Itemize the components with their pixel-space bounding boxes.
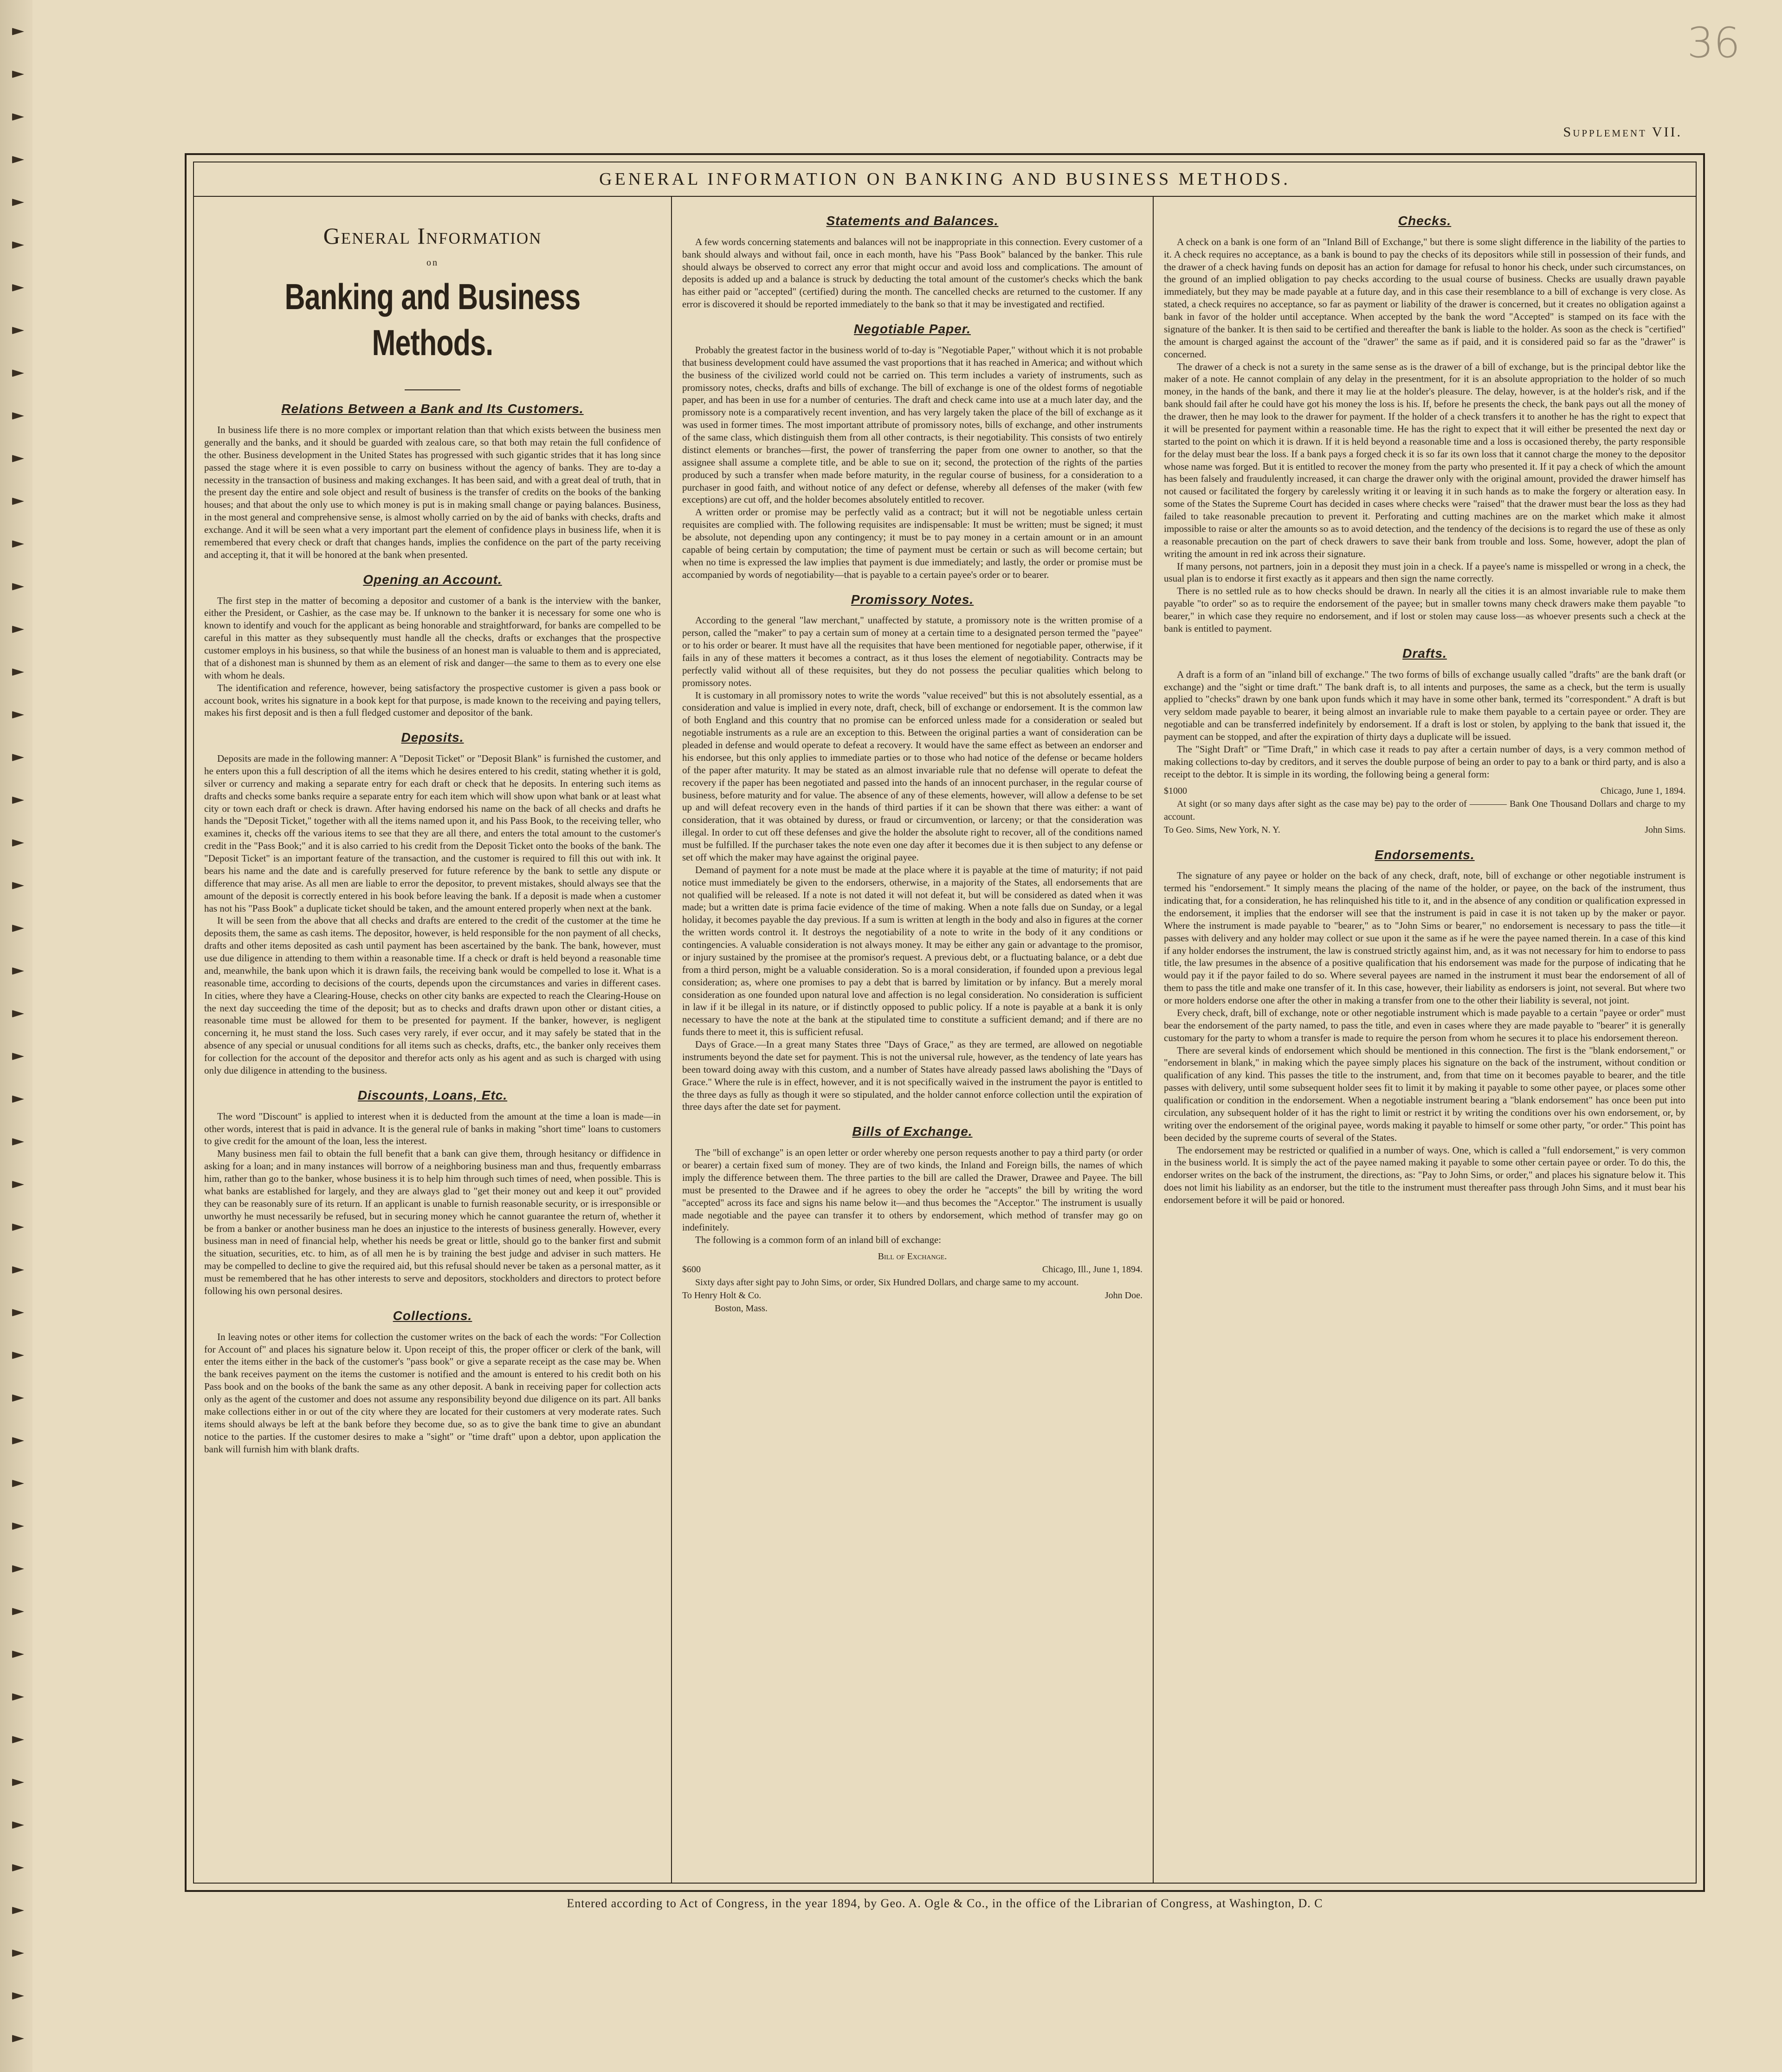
binding-hole	[12, 668, 24, 676]
paragraph: A check on a bank is one form of an "Inland Bill of Exchange," but there is some slight difference in the liability of the parties to it. A check requires no acceptance, as a bank is bound to pay the checks of its depositors while still in possession of their funds, and the drawer of a check having funds on deposit has an action for damage for refusal to honor his check, under such circumstances, on the ground of an implied obligation to pay checks according to the usual course of business. Checks are usually drawn payable immediately, but they may be made payable at a future day, and in this case their resemblance to a bill of exchange is very close. As stated, a check requires no acceptance, so far as payment or liability of the drawer is concerned, but it creates no obligation against a bank in favor of the holder until acceptance. When accepted by the bank the word "Accepted" is stamped on its face with the signature of the banker. It is then said to be certified and thereafter the bank is liable to the holder. As soon as the check is "certified" the amount is charged against the account of the "drawer" the same as if paid, and it is considered paid so far as the "drawer" is concerned.	[1164, 236, 1685, 360]
paragraph: There are several kinds of endorsement which should be mentioned in this connection. The first is the "blank endorsement," or "endorsement in blank," in making which the payee simply places his signature on the back of the instrument, without condition or qualification of any kind. This passes the title to the instrument, and, from that time on it becomes payable to bearer, and the title passes with delivery, until some subsequent holder sees fit to limit it by making it payable to some other payee, or places some other qualification or condition in the endorsement. When a negotiable instrument bearing a "blank endorsement" has once been put into circulation, any subsequent holder of it has the right to limit or restrict it by writing the conditions over his own endorsement, or, by writing over the endorsement of the original payee, words making it payable to himself or some other party, "or order." This point has been decided by the supreme courts of several of the States.	[1164, 1044, 1685, 1143]
paragraph: According to the general "law merchant," unaffected by statute, a promissory note is the written promise of a person, called the "maker" to pay a certain sum of money at a certain time to a designated person termed the "payee" or to his order or bearer. It must have all the requisites that have been mentioned for negotiable paper, otherwise, if it fails in any of these matters it becomes a contract, as it thus loses the element of negotiability. Contracts may be perfectly valid without all of these requisites, but they do not possess the peculiar qualities which belong to promissory notes.	[682, 615, 1143, 688]
form-body: At sight (or so many days after sight as the case may be) pay to the order of ———— Bank One Thousand Dollars and charge to my account.	[1164, 798, 1685, 822]
spiral-binding	[0, 0, 32, 2072]
heading-deposits: Deposits.	[401, 730, 464, 745]
column-2	[671, 196, 1154, 1883]
binding-hole	[12, 882, 24, 889]
binding-hole	[12, 284, 24, 291]
binding-hole	[12, 1181, 24, 1188]
binding-hole	[12, 1821, 24, 1829]
article-title	[204, 221, 661, 366]
paragraph: The first step in the matter of becoming a depositor and customer of a bank is the interview with the banker, either the President, or Cashier, as the case may be. If unknown to the banker it is necessary for some one who is known to identify and vouch for the applicant as being honorable and straightforward, for banks are compelled to be careful in this matter as they subsequently must handle all the checks, drafts or exchanges that the prospective customer employs in his business, so that while the business of an honest man is valuable to them and is appreciated, that of a dishonest man is shunned by them as an element of risk and danger—the same to them as to every one else with whom he deals.	[204, 595, 661, 681]
paragraph: The drawer of a check is not a surety in the same sense as is the drawer of a bill of exchange, but is the principal debtor like the maker of a note. He cannot complain of any delay in the presentment, for it is an absolute appropriation to the holder of so much money, in the hands of the bank, and there it may lie at the holder's pleasure. The delay, however, is at the holder's risk, and if the bank should fail after he could have got his money the loss is his. If, before he presents the check, the bank pays out all the money of the drawer, then he may look to the drawer for payment. If the holder of a check transfers it to another he has the right to expect that it will be presented for payment within a reasonable time. He has the right to expect that it will either be presented the next day or started to the point on which it is drawn. If it is held beyond a reasonable time and a loss is occasioned thereby, the party responsible for the delay must bear the loss. If a bank pays a forged check it is so far its own loss that it cannot charge the money to the depositor whose name was forged. But it is entitled to recover the money from the party who presented it. If it pay a check of which the amount has been falsely and fraudulently increased, it can charge the drawer only with the original amount, provided the drawer himself has not caused or facilitated the forgery by carelessly writing it or leaving it in such hands as to make the forgery or alteration easy. In some of the States the Supreme Court has decided in cases where checks were "raised" that the drawer must bear the loss as they had failed to take reasonable precaution to prevent it. Perforating and cutting machines are on the market which make it almost impossible to raise or alter the amounts so as to avoid detection, and the tendency of the decisions is to regard the use of these as only a reasonable precaution on the part of check drawers to save their bank from trouble and loss. Some, however, adopt the plan of writing the amount in red ink across their signature.	[1164, 361, 1685, 559]
inner-frame	[193, 162, 1697, 1884]
binding-hole	[12, 1522, 24, 1530]
binding-hole	[12, 1138, 24, 1146]
binding-hole	[12, 1693, 24, 1701]
form-date: Chicago, June 1, 1894.	[1600, 785, 1685, 796]
form-to: To Geo. Sims, New York, N. Y.	[1164, 824, 1280, 835]
paragraph: There is no settled rule as to how checks should be drawn. In nearly all the cities it is an almost invariable rule to make them payable "to order" so as to require the endorsement of the payee; but in smaller towns many check drawers make them payable "to bearer," in which case they require no endorsement, and if lost or stolen may cause loss—as whoever presents such a check at the bank is entitled to payment.	[1164, 585, 1685, 634]
heading-checks: Checks.	[1398, 214, 1452, 228]
margin-number: 36	[1687, 19, 1740, 67]
binding-hole	[12, 1095, 24, 1103]
heading-discounts: Discounts, Loans, Etc.	[357, 1088, 508, 1102]
paragraph: Deposits are made in the following manner: A "Deposit Ticket" or "Deposit Blank" is furnished the customer, and he enters upon this a full description of all the items which he desires entered to his credit, stating whether it is gold, silver or currency and making a separate entry for each draft or check that he deposits. In entering such items as drafts and checks some banks require a separate entry for each item which will show upon what bank or at least what city or town each draft or check is drawn. After having endorsed his name on the back of all checks and drafts he hands the "Deposit Ticket," together with all the items named upon it, and his Pass Book, to the receiving teller, who examines it, checks off the various items to see that they are all there, and enters the total amount to the customer's credit in the "Pass Book;" and it is also carried to his credit from the Deposit Ticket onto the books of the bank. The "Deposit Ticket" is an important feature of the transaction, and the customer is required to fill this out with ink. It bears his name and the date and is carefully preserved for future reference by the bank to settle any dispute or difference that may arise. As all men are liable to error the depositor, to prevent mistakes, should always see that the amount of the deposit is correctly entered in his book before leaving the bank. If a deposit is made when a customer has not his "Pass Book" a duplicate ticket should be taken, and the amount entered properly when next at the bank.	[204, 753, 661, 914]
form-title: Bill of Exchange.	[878, 1251, 947, 1262]
binding-hole	[12, 1437, 24, 1444]
binding-hole	[12, 2035, 24, 2042]
paragraph: In business life there is no more complex or important relation than that which exists between the business men generally and the banks, and it should be guarded with zealous care, so that both may retain the full confidence of the other. Business development in the United States has progressed with such gigantic strides that it has long since passed the stage where it is even possible to carry on business without the agency of banks. They are to-day a necessity in the transaction of business and making exchanges. It has been said, and with a great deal of truth, that in the present day the entire and sole object and result of business is the transfer of credits on the books of the banking houses; and that about the only use to which money is put is in making small change or paying balances. Business, in the most general and comprehensive sense, is almost wholly carried on by the aid of banks with checks, drafts and exchange. And it will be seen what a very important part the element of confidence plays in business life, when it is remembered that every check or draft that changes hands, implies the confidence on the part of the party receiving and accepting it, that it will be honored at the bank when presented.	[204, 424, 661, 560]
binding-hole	[12, 967, 24, 975]
paragraph: A draft is a form of an "inland bill of exchange." The two forms of bills of exchange usually called "drafts" are the bank draft (or exchange) and the "sight or time draft." The bank draft is, to all intents and purposes, the same as a check, but the term is usually applied to "checks" drawn by one bank upon funds which it may have in some other bank, termed its "correspondent." A draft is but very seldom made payable to bearer, it being almost an invariable rule to make them payable to a certain payee or order. They are negotiable and can be transferred indefinitely by endorsement. If a draft is lost or stolen, by applying to the bank that issued it, the payment can be stopped, and after the expiration of thirty days a duplicate will be issued.	[1164, 668, 1685, 743]
binding-hole	[12, 1651, 24, 1658]
binding-hole	[12, 925, 24, 932]
heading-endorsements: Endorsements.	[1375, 847, 1475, 862]
draft-form	[1164, 784, 1685, 836]
heading-negotiable-paper: Negotiable Paper.	[854, 322, 971, 337]
binding-hole	[12, 1608, 24, 1615]
form-signature: John Sims.	[1645, 824, 1685, 835]
column-1	[194, 196, 671, 1883]
heading-collections: Collections.	[393, 1308, 472, 1323]
binding-hole	[12, 113, 24, 121]
binding-hole	[12, 156, 24, 163]
binding-hole	[12, 412, 24, 420]
title-line-3: Banking and Business Methods.	[284, 276, 581, 363]
heading-drafts: Drafts.	[1402, 646, 1447, 660]
binding-hole	[12, 1480, 24, 1487]
paragraph: A written order or promise may be perfectly valid as a contract; but it will not be negotiable unless certain requisites are complied with. The following requisites are indispensable: It must be written; must be signed; it must be absolute, not depending upon any contingency; it must be to pay money in a certain amount or in an amount capable of being certain by computation; the time of payment must be certain or such as will become certain; but when no time is expressed the law implies that payment is due immediately; and lastly, the order or promise must be accompanied by words of negotiability—that is payable to a certain payee's order or to bearer.	[682, 506, 1143, 580]
binding-hole	[12, 28, 24, 35]
paragraph: In leaving notes or other items for collection the customer writes on the back of each the words: "For Collection for Account of" and places his signature below it. Upon receipt of this, the proper officer or clerk of the bank, will enter the items either in the back of the customer's "pass book" or give a separate receipt as the case may be. When the bank receives payment on the items the customer is notified and the amount is entered to his credit both on his Pass book and on the books of the bank the same as any other deposit. A bank in receiving paper for collection acts only as the agent of the customer and does not assume any responsibility beyond due diligence on its part. All banks make collections either in or out of the city where they are located for their customers at very moderate rates. Such items should always be left at the bank before they become due, so as to give the bank time to give an abundant notice to the parties. If the customer desires to make a "sight" or "time draft" upon a debtor, upon application the bank will furnish him with blank drafts.	[204, 1331, 661, 1455]
paragraph: The "Sight Draft" or "Time Draft," in which case it reads to pay after a certain number of days, is a very common method of making collections to-day by creditors, and it serves the double purpose of being an order to pay to a bank or third party, and is also a receipt to the debtor. It is simple in its wording, the following being a general form:	[1164, 743, 1685, 780]
paragraph: It is customary in all promissory notes to write the words "value received" but this is not absolutely essential, as a consideration and value is implied in every note, draft, check, bill of exchange or endorsement. It is the common law of both England and this country that no promise can be enforced unless made for a consideration or sealed but negotiable instruments as a rule are an exception to this. Between the original parties a want of consideration can be pleaded in defense and would operate to defeat a recovery. It would have the same effect as between an endorser and his endorsee, but this only applies to immediate parties or to those who had notice of the defense or became holders of the paper after maturity. It may be stated as an almost invariable rule that no defense will operate to defeat the recovery if the paper has been negotiated and passed into the hands of an innocent purchaser, in the regular course of business, before maturity and for value. The absence of any of these elements, however, will allow a defense to be set up and will defeat recovery even in the hands of third parties if it can be shown that there was either: a want of consideration, that it was obtained by duress, or fraud or circumvention, or larceny; or that the consideration was illegal. In order to cut off these defenses and give the holder the absolute right to recover, all of the conditions named must be fulfilled. If the purchaser takes the note even one day after it becomes due it is then subject to any defense or set off which the maker may have against the original payee.	[682, 689, 1143, 863]
form-footer-row	[682, 1289, 1143, 1302]
supplement-label: Supplement VII.	[1563, 124, 1682, 140]
heading-relations: Relations Between a Bank and Its Customers.	[281, 401, 584, 416]
title-line-2: on	[426, 258, 439, 268]
form-to: To Henry Holt & Co.	[682, 1290, 762, 1301]
binding-hole	[12, 71, 24, 78]
binding-hole	[12, 1010, 24, 1017]
binding-hole	[12, 1224, 24, 1231]
form-signature: John Doe.	[1104, 1290, 1143, 1301]
form-date: Chicago, Ill., June 1, 1894.	[1042, 1264, 1143, 1275]
form-header-row	[682, 1263, 1143, 1276]
binding-hole	[12, 1309, 24, 1316]
paragraph: The following is a common form of an inland bill of exchange:	[695, 1234, 942, 1246]
heading-promissory-notes: Promissory Notes.	[851, 592, 974, 607]
binding-hole	[12, 327, 24, 334]
binding-hole	[12, 1053, 24, 1060]
paragraph: The identification and reference, however, being satisfactory the prospective customer is given a pass book or account book, writes his signature in a book kept for that purpose, is made known to the receiving and paying tellers, makes his first deposit and is then a full fledged customer and depositor of the bank.	[204, 682, 661, 719]
binding-hole	[12, 1266, 24, 1274]
binding-hole	[12, 498, 24, 505]
form-amount: $600	[682, 1264, 701, 1275]
binding-hole	[12, 796, 24, 804]
binding-hole	[12, 754, 24, 761]
bill-of-exchange-form	[682, 1250, 1143, 1315]
copyright-footer: Entered according to Act of Congress, in the year 1894, by Geo. A. Ogle & Co., in the office of the Librarian of Congress, at Washington, D. C	[567, 1897, 1323, 1910]
paragraph: Every check, draft, bill of exchange, note or other negotiable instrument which is made payable to a certain "payee or order" must bear the endorsement of the party named, to pass the title, and even in cases where they are made payable to "bearer" it is generally customary for the party to whom a transfer is made to require the person from whom he secures it to place his endorsement thereon.	[1164, 1007, 1685, 1043]
heading-bills-of-exchange: Bills of Exchange.	[852, 1124, 973, 1139]
binding-hole	[12, 1736, 24, 1743]
paragraph: Days of Grace.—In a great many States three "Days of Grace," as they are termed, are allowed on negotiable instruments beyond the date set for payment. This is not the universal rule, however, as the tendency of late years has been toward doing away with this custom, and a number of States have already passed laws abolishing the "Days of Grace." Where the rule is in effect, however, and it is not specifically waived in the instrument the payor is entitled to the three days as fully as though it were so stipulated, and the holder cannot enforce collection until the expiration of three days after the date set for payment.	[682, 1039, 1143, 1113]
binding-hole	[12, 1949, 24, 1957]
binding-hole	[12, 839, 24, 847]
paragraph: If many persons, not partners, join in a deposit they must join in a check. If a payee's name is misspelled or wrong in a check, the usual plan is to endorse it first exactly as it appears and then sign the name correctly.	[1164, 560, 1685, 584]
form-header-row	[1164, 784, 1685, 797]
binding-hole	[12, 369, 24, 377]
form-amount: $1000	[1164, 785, 1187, 796]
form-footer-row	[1164, 823, 1685, 836]
page-header: GENERAL INFORMATION ON BANKING AND BUSINESS METHODS.	[194, 162, 1696, 197]
paragraph: Probably the greatest factor in the business world of to-day is "Negotiable Paper," without which it is not probable that business development could have assumed the vast proportions that it has reached in America; and without which the business of the civilized world could not be carried on. This term includes a variety of instruments, such as promissory notes, checks, drafts and bills of exchange. The bill of exchange is one of the oldest forms of negotiable paper, and has been in use for a number of centuries. The draft and check came into use at a much later day, and the promissory note is a comparatively recent invention, and has very largely taken the place of the bill of exchange as it was used in former times. The most important attribute of promissory notes, bills of exchange, and other instruments of the same class, which distinguish them from all other contracts, is their negotiability. This consists of two entirely distinct elements or branches—first, the power of transferring the paper from one owner to another, so that the assignee shall assume a complete title, and be able to sue on it; second, the protection of the rights of the parties produced by such a transfer when made before maturity, in the regular course of business, for a consideration to a purchaser in good faith, and without notice of any defect or defense, whereby all defenses of the maker (with few exceptions) are cut off, and the holder becomes absolutely entitled to recover.	[682, 344, 1143, 505]
binding-hole	[12, 1907, 24, 1914]
paragraph: A few words concerning statements and balances will not be inappropriate in this connection. Every customer of a bank should always and without fail, once in each month, have his "Pass Book" balanced by the banker. This rule should always be observed to correct any error that might occur and avoid loss and complications. The amount of deposits is added up and a balance is struck by deducting the total amount of the customer's checks which the bank has either paid or "accepted" (certified) during the month. The cancelled checks are returned to the customer. If any error is discovered it should be reported immediately to the bank so that it may be investigated and rectified.	[682, 236, 1143, 310]
title-rule	[405, 389, 460, 390]
paragraph: The word "Discount" is applied to interest when it is deducted from the amount at the time a loan is made—in other words, interest that is paid in advance. It is the general rule of banks in making "short time" loans to customers to give credit for the amount of the loan, less the interest.	[204, 1110, 661, 1147]
binding-hole	[12, 1992, 24, 2000]
form-place: Boston, Mass.	[715, 1303, 768, 1314]
binding-hole	[12, 241, 24, 249]
paragraph: It will be seen from the above that all checks and drafts are entered to the credit of the customer at the time he deposits them, the same as cash items. The depositor, however, is held responsible for the non payment of all checks, drafts and other items deposited as cash until payment has been ascertained by the bank. The bank, however, must use due diligence in attending to them within a reasonable time. If a check or draft is held beyond a reasonable time and, meanwhile, the bank upon which it is drawn fails, the receiving bank would be compelled to lose it. What is a reasonable time, according to decisions of the courts, depends upon the circumstances and varies in different cases. In cities, where they have a Clearing-House, checks on other city banks are expected to reach the Clearing-House on the next day succeeding the time of the deposit; but as to checks and drafts drawn upon other or distant cities, a reasonable time must be allowed for them to be presented for payment. If the banker, however, is negligent concerning it, he must stand the loss. Such cases very rarely, if ever occur, and it may safely be stated that in the absence of any special or unusual conditions for all items such as checks, drafts, etc., the banker only receives them for collection for the account of the depositor and therefor acts only as his agent and as such is charged with using only due diligence in attending to the business.	[204, 915, 661, 1076]
binding-hole	[12, 455, 24, 462]
binding-hole	[12, 626, 24, 633]
paragraph: Demand of payment for a note must be made at the place where it is payable at the time of maturity; if not paid notice must immediately be given to the endorsers, otherwise, in a majority of the States, all endorsements that are not qualified will be released. If a note is not dated it will not defeat it, but will be considered as dated when it was made; but a written date is prima facie evidence of the time of making. When a note falls due on Sunday, or a legal holiday, it becomes payable the day previous. If a sum is written at length in the body and also in figures at the corner the written words control it. It destroys the negotiability of a note to write in the body of it any conditions or contingencies. A valuable consideration is not always money. It may be either any gain or advantage to the promisor, or injury sustained by the promisee at the promisor's request. A previous debt, or a fluctuating balance, or a debt due from a third person, might be a valuable consideration. So is a moral consideration, if founded upon a previous legal consideration; as, where one promises to pay a debt that is barred by limitation or by infancy. But a merely moral consideration as one founded upon natural love and affection is no legal consideration. No consideration is sufficient in law if it be illegal in its nature, or if distinctly opposed to public policy. If a note is payable at a bank it is only necessary to have the note at the bank at the stipulated time to constitute a sufficient demand; and if there are no funds there to meet it, this is sufficient refusal.	[682, 864, 1143, 1038]
paragraph: The signature of any payee or holder on the back of any check, draft, note, bill of exchange or other negotiable instrument is termed his "endorsement." It simply means the placing of the name of the holder, or payee, on the back of the instrument, thus indicating that, for a consideration, he has relinquished his title to it, and in the absence of any condition or qualification expressed in the endorsement, it implies that the endorser will see that the instrument is paid in case it is not taken up by the maker or payor. Where the instrument is made payable to "bearer," as to "John Sims or bearer," no endorsement is necessary to pass the title—it passes with delivery and any holder may collect or sue upon it the same as if he were the payee named therein. In a case of this kind if any holder endorses the instrument, the law is construed strictly against him, and, as it was not necessary for him to endorse to pass title, the law presumes in the absence of a positive qualification that his endorsement was made for the purpose of indicating that he would pay it if the payor failed to do so. Where several payees are named in the instrument it must bear the endorsement of all of them to pass the title and make one transfer of it. In this case, however, their liability as endorsers is joint, not several. But where two or more holders endorse one after the other in making a transfer from one to the other their liability is several, not joint.	[1164, 870, 1685, 1006]
paragraph: The "bill of exchange" is an open letter or order whereby one person requests another to pay a third party (or order or bearer) a certain fixed sum of money. They are of two kinds, the Inland and Foreign bills, the names of which imply the difference between them. The three parties to the bill are called the Drawer, Drawee and Payee. The bill must be presented to the Drawee and if he agrees to obey the order he "accepts" the bill by writing the word "accepted" across its face and signs his name below it—and thus becomes the "Acceptor." The instrument is usually made negotiable and the payee can transfer it to others by endorsement, which method of transfer may go on indefinitely.	[682, 1147, 1143, 1233]
binding-hole	[12, 711, 24, 719]
binding-hole	[12, 199, 24, 206]
paragraph: The endorsement may be restricted or qualified in a number of ways. One, which is called a "full endorsement," is very common in the business world. It is simply the act of the payee named making it payable to some other certain payee or order. To do this, the endorser writes on the back of the instrument, the directions, as: "Pay to John Sims, or order," and places his signature below it. This does not limit his liability as an endorser, but the title to the instrument must thereafter pass through John Sims, and it must bear his endorsement before it will be paid or honored.	[1164, 1144, 1685, 1206]
heading-statements: Statements and Balances.	[826, 214, 999, 228]
heading-opening-account: Opening an Account.	[363, 572, 502, 587]
title-line-1: General Information	[323, 223, 542, 249]
binding-hole	[12, 1779, 24, 1786]
paragraph: Many business men fail to obtain the full benefit that a bank can give them, through hesitancy or diffidence in asking for a loan; and in many instances will borrow of a neighboring business man and thus, frequently embarrass him, rather than go to the banker, whose business it is to help him through such times of need, when possible. This is what banks are established for largely, and they are always glad to "get their money out and keep it out" provided they can be reasonably sure of its return. If an applicant is unable to furnish reasonable security, or is irresponsible or unworthy he must necessarily be refused, but in securing money which he cannot guarantee the return of, whether it be from a banker or another business man he does an injustice to the interests of business generally. However, every business man in need of financial help, whether his needs be great or little, should go to the banker first and submit the situation, securities, etc. to him, as of all men he is by training the best judge and adviser in such matters. He may be compelled to decline to give the required aid, but this refusal should never be taken as a personal matter, as it must be remembered that he has other interests to serve and depositors, stockholders and directors to protect before following his own personal desires.	[204, 1148, 661, 1296]
binding-hole	[12, 1394, 24, 1402]
column-3	[1154, 196, 1696, 1883]
binding-hole	[12, 1352, 24, 1359]
binding-hole	[12, 1864, 24, 1871]
binding-hole	[12, 583, 24, 590]
page-frame	[185, 153, 1705, 1892]
binding-hole	[12, 540, 24, 548]
form-body: Sixty days after sight pay to John Sims, or order, Six Hundred Dollars, and charge same to my account.	[695, 1277, 1079, 1288]
binding-hole	[12, 1565, 24, 1573]
